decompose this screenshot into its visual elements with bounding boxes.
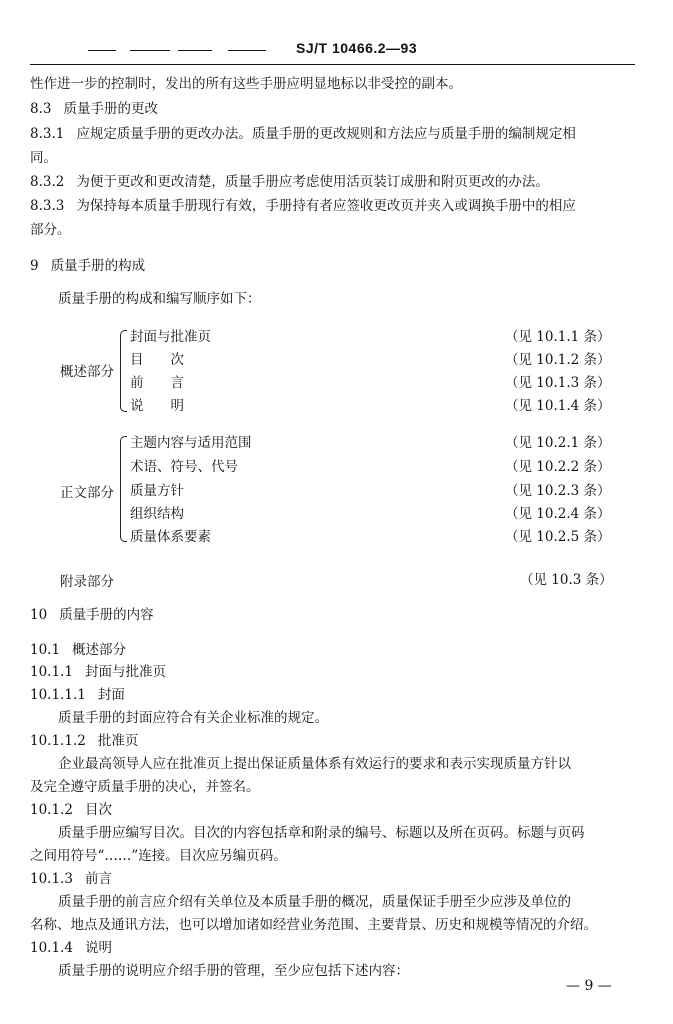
- section-number: 10.1: [30, 642, 61, 658]
- structure-item: 说 明: [130, 398, 184, 414]
- clause-text: 为保持每本质量手册现行有效，手册持有者应签收更改页并夹入或调换手册中的相应: [76, 198, 576, 214]
- paragraph: 质量手册的构成和编写顺序如下：: [58, 291, 261, 307]
- header-rule: [228, 50, 266, 51]
- structure-item: 封面与批准页: [130, 329, 211, 345]
- section-title: 封面: [97, 687, 125, 703]
- paragraph: 质量手册的封面应符合有关企业标准的规定。: [58, 710, 328, 726]
- paragraph-continuation: 及完全遵守质量手册的决心，并签名。: [30, 779, 260, 795]
- section-number: 10.1.2: [30, 802, 73, 818]
- section-title: 封面与批准页: [84, 664, 166, 680]
- section-title: 质量手册的构成: [50, 258, 146, 274]
- clause-text: 为便于更改和更改清楚，质量手册应考虑使用活页装订成册和附页更改的办法。: [76, 174, 549, 190]
- clause-8-3-3: [30, 196, 638, 216]
- clause-number: 8.3.2: [30, 174, 65, 190]
- clause-8-3-2: [30, 172, 638, 192]
- structure-item: 主题内容与适用范围: [130, 435, 252, 451]
- structure-ref: （见 10.1.4 条）: [505, 398, 611, 414]
- structure-item: 目 次: [130, 352, 184, 368]
- section-heading: [30, 605, 638, 625]
- section-title: 目次: [84, 802, 112, 818]
- structure-ref: （见 10.2.2 条）: [505, 459, 611, 475]
- structure-ref: （见 10.3 条）: [520, 572, 613, 588]
- subsection-heading: [30, 662, 638, 682]
- clause-8-3-1: [30, 124, 638, 144]
- structure-ref: （见 10.1.2 条）: [505, 352, 611, 368]
- header-rule: [88, 50, 116, 51]
- paragraph: 质量手册的前言应介绍有关单位及本质量手册的概况，质量保证手册至少应涉及单位的: [58, 894, 571, 910]
- section-number: 8.3: [30, 101, 52, 117]
- structure-ref: （见 10.2.4 条）: [505, 506, 611, 522]
- section-title: 质量手册的内容: [59, 607, 154, 623]
- clause-number: 8.3.1: [30, 126, 65, 142]
- group-label-appendix: 附录部分: [60, 574, 114, 590]
- clause-text: 应规定质量手册的更改办法。质量手册的更改规则和方法应与质量手册的编制规定相: [76, 126, 576, 142]
- section-number: 10.1.1.2: [30, 733, 86, 749]
- page-number: — 9 —: [566, 978, 612, 994]
- clause-continuation: 部分。: [30, 222, 71, 238]
- section-number: 9: [30, 258, 39, 274]
- brace: [120, 330, 127, 412]
- section-number: 10.1.4: [30, 940, 73, 956]
- clause-continuation: 同。: [30, 150, 57, 166]
- structure-ref: （见 10.1.1 条）: [505, 329, 611, 345]
- structure-ref: （见 10.2.5 条）: [505, 529, 611, 545]
- section-title: 质量手册的更改: [63, 101, 158, 117]
- page-header: [30, 38, 635, 65]
- paragraph: 质量手册的说明应介绍手册的管理，至少应包括下述内容：: [58, 963, 409, 979]
- structure-ref: （见 10.2.1 条）: [505, 435, 611, 451]
- subsection-heading: [30, 800, 638, 820]
- paragraph: 性作进一步的控制时，发出的所有这些手册应明显地标以非受控的副本。: [30, 76, 462, 92]
- section-number: 10.1.1.1: [30, 687, 86, 703]
- paragraph-continuation: 名称、地点及通讯方法，也可以增加诸如经营业务范围、主要背景、历史和规模等情况的介绍。: [30, 917, 597, 933]
- subsection-heading: [30, 938, 638, 958]
- structure-item: 术语、符号、代号: [130, 459, 238, 475]
- group-label-body: 正文部分: [60, 485, 114, 501]
- structure-ref: （见 10.2.3 条）: [505, 483, 611, 499]
- section-number: 10.1.3: [30, 871, 73, 887]
- section-title: 前言: [84, 871, 112, 887]
- header-rule: [178, 50, 212, 51]
- section-title: 批准页: [97, 733, 139, 749]
- subsection-heading: [30, 685, 638, 705]
- paragraph: 质量手册应编写目次。目次的内容包括章和附录的编号、标题以及所在页码。标题与页码: [58, 825, 585, 841]
- brace: [120, 436, 127, 542]
- section-number: 10.1.1: [30, 664, 73, 680]
- paragraph-continuation: 之间用符号“……”连接。目次应另编页码。: [30, 848, 287, 864]
- subsection-heading: [30, 869, 638, 889]
- structure-item: 质量方针: [130, 483, 184, 499]
- section-number: 10: [30, 607, 48, 623]
- paragraph: 企业最高领导人应在批准页上提出保证质量体系有效运行的要求和表示实现质量方针以: [58, 756, 571, 772]
- subsection-heading: [30, 731, 638, 751]
- structure-ref: （见 10.1.3 条）: [505, 375, 611, 391]
- section-title: 说明: [84, 940, 112, 956]
- structure-item: 质量体系要素: [130, 529, 211, 545]
- structure-item: 组织结构: [130, 506, 184, 522]
- clause-number: 8.3.3: [30, 198, 65, 214]
- subsection-heading: [30, 640, 638, 660]
- section-heading: [30, 99, 638, 119]
- section-heading: [30, 256, 638, 276]
- standard-code: SJ/T 10466.2—93: [296, 40, 418, 56]
- header-rule: [130, 50, 170, 51]
- group-label-overview: 概述部分: [60, 364, 114, 380]
- structure-item: 前 言: [130, 375, 184, 391]
- section-title: 概述部分: [72, 642, 127, 658]
